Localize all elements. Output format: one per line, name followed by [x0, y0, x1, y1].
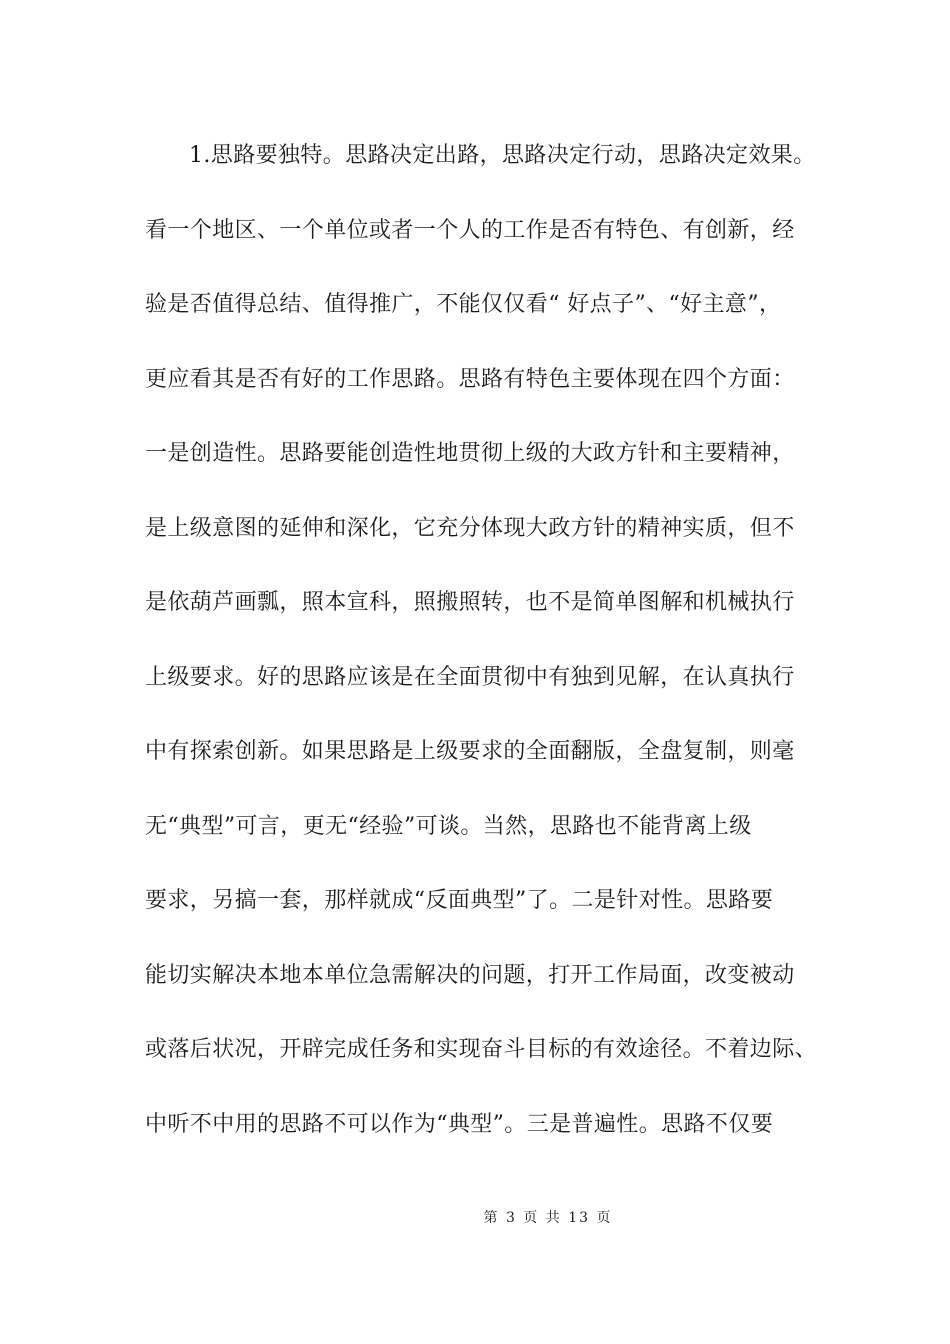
text-line-14: 中听不中用的思路不可以作为“典型”。三是普遍性。思路不仅要 [145, 1111, 774, 1137]
text-line-5: 一是创造性。思路要能创造性地贯彻上级的大政方针和主要精神， [145, 441, 795, 466]
text-line-11: 要求，另搞一套，那样就成“反面典型”了。二是针对性。思路要 [145, 888, 774, 913]
text-line-3: 验是否值得总结、值得推广，不能仅仅看“ 好点子”、“好主意”， [145, 292, 782, 317]
text-line-8: 上级要求。好的思路应该是在全面贯彻中有独到见解，在认真执行 [145, 664, 795, 690]
page-number-footer: 第 3 页 共 13 页 [483, 1210, 613, 1226]
body-text [145, 136, 825, 1179]
text-line-9: 中有探索创新。如果思路是上级要求的全面翻版，全盘复制，则毫 [145, 739, 795, 764]
text-line-6: 是上级意图的延伸和深化，它充分体现大政方针的精神实质，但不 [145, 515, 795, 541]
text-line-4: 更应看其是否有好的工作思路。思路有特色主要体现在四个方面： [145, 366, 795, 392]
text-line-10: 无“典型”可言，更无“经验”可谈。当然，思路也不能背离上级 [145, 813, 752, 839]
text-line-1: 1.思路要独特。思路决定出路，思路决定行动，思路决定效果。 [189, 143, 816, 168]
text-line-13: 或落后状况，开辟完成任务和实现奋斗目标的有效途径。不着边际、 [145, 1037, 818, 1062]
text-line-12: 能切实解决本地本单位急需解决的问题，打开工作局面，改变被动 [145, 962, 795, 988]
text-line-7: 是依葫芦画瓢，照本宣科，照搬照转，也不是简单图解和机械执行 [145, 590, 795, 615]
text-line-2: 看一个地区、一个单位或者一个人的工作是否有特色、有创新，经 [145, 217, 795, 243]
